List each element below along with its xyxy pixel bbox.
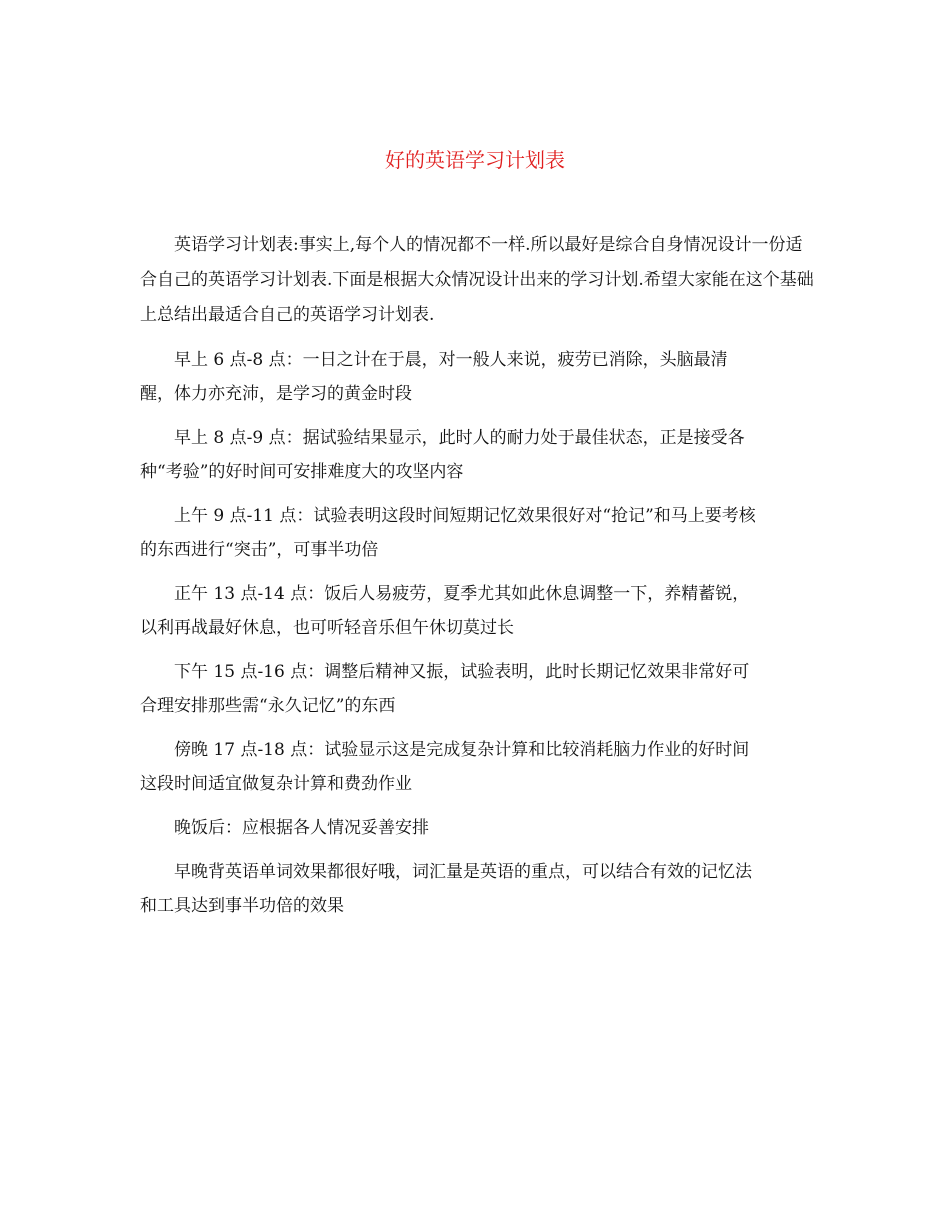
paragraph-13-14pm: 正午 13 点-14 点：饭后人易疲劳，夏季尤其如此休息调整一下，养精蓄锐， 以利再战最好休息，也可听轻音乐但午休切莫过长: [140, 584, 750, 638]
paragraph-8-9am: 早上 8 点-9 点：据试验结果显示，此时人的耐力处于最佳状态，正是接受各 种“考验”的好时间可安排难度大的攻坚内容: [140, 428, 745, 482]
paragraph-vocabulary-tip: 早晚背英语单词效果都很好哦，词汇量是英语的重点，可以结合有效的记忆法 和工具达到事半功倍的效果: [140, 862, 752, 916]
paragraph-9-11am: 上午 9 点-11 点：试验表明这段时间短期记忆效果很好对“抢记”和马上要考核 的东西进行“突击”，可事半功倍: [140, 506, 756, 560]
document-body: [140, 228, 814, 933]
document-title: 好的英语学习计划表: [385, 148, 565, 172]
paragraph-6-8am: 早上 6 点-8 点：一日之计在于晨，对一般人来说，疲劳已消除，头脑最清 醒，体力亦充沛，是学习的黄金时段: [140, 350, 728, 404]
paragraph-15-16pm: 下午 15 点-16 点：调整后精神又振，试验表明，此时长期记忆效果非常好可 合理安排那些需“永久记忆”的东西: [140, 662, 750, 716]
paragraph-intro: 英语学习计划表:事实上,每个人的情况都不一样.所以最好是综合自身情况设计一份适合自己的英语学习计划表.下面是根据大众情况设计出来的学习计划.希望大家能在这个基础上总结出最适合自己的英语学习计划表.: [140, 235, 814, 325]
paragraph-after-dinner: 晚饭后：应根据各人情况妥善安排: [174, 818, 429, 838]
paragraph-17-18pm: 傍晚 17 点-18 点：试验显示这是完成复杂计算和比较消耗脑力作业的好时间 这段时间适宜做复杂计算和费劲作业: [140, 740, 750, 794]
